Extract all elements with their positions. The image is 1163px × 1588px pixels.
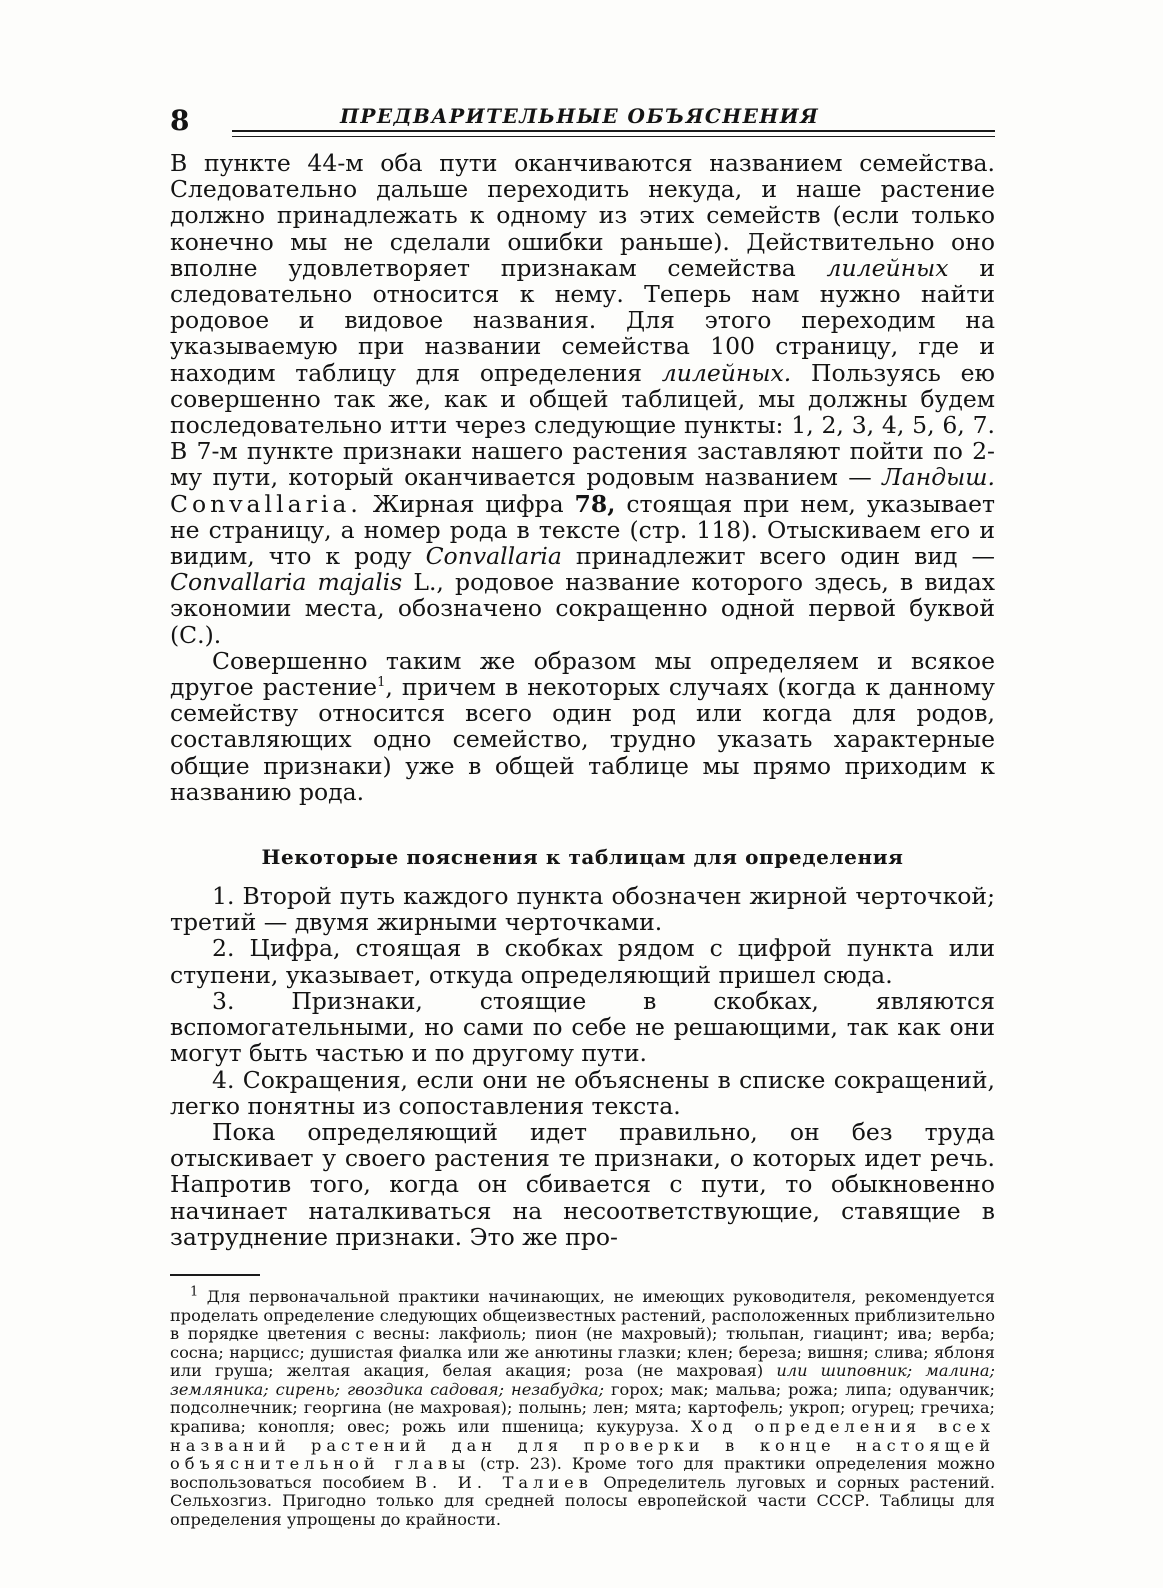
section-heading: Некоторые пояснения к таблицам для определения (261, 845, 904, 870)
header-rule (232, 130, 995, 137)
footnote-marker: 1 (190, 1284, 199, 1300)
page-header (170, 96, 995, 137)
paragraph-3: Пока определяющий идет правильно, он без труда отыскивает у своего растения те признаки, о которых идет речь. Напротив того, когда он сбивается с пути, то обыкновенно начинает наталкиваться на несоответствующие, ставящие в затруднение признаки. Это же про- (170, 1117, 995, 1251)
note-item: 4. Сокращения, если они не объяснены в списке сокращений, легко понятны из сопоставления текста. (170, 1065, 995, 1120)
footnote: $^1$ Для первоначальной практики начинающих, не имеющих руководителя, рекомендуется проделать определение следующих общеизвестных растений, расположенных приблизительно в порядке цветения с весны: лакфиоль; пион (не махровый); тюльпан, гиацинт; ива; верба; сосна; нарцисс; душистая фиалка или же анютины глазки; клен; береза; вишня; слива; яблоня или груша; желтая акация, белая акация; роза (не махровая) или шиповник; малина; земляника; сирень; гвоздика садовая; незабудка; горох; мак; мальва; рожа; липа; одуванчик; подсолнечник; георгина (не махровая); полынь; лен; мята; картофель; укроп; огурец; гречиха; крапива; конопля; овес; рожь или пшеница; кукуруза. Ход определения всех названий растений дан для проверки в конце настоящей объяснительной главы (стр. 23). Кроме того для практики определения можно воспользоваться пособием В. И. Талиев Определитель луговых и сорных растений. Сельхозгиз. Пригодно только для средней полосы европейской части СССР. Таблицы для определения упрощены до крайности. (170, 1284, 995, 1530)
page-number: 8 (170, 104, 190, 137)
body-text (170, 150, 995, 1250)
running-title: ПРЕДВАРИТЕЛЬНЫЕ ОБЪЯСНЕНИЯ (340, 104, 820, 128)
paragraph-1: В пункте 44-м оба пути оканчиваются названием семейства. Следовательно дальше переходить некуда, и наше растение должно принадлежать к одному из этих семейств (если только конечно мы не сделали ошибки раньше). Действительно оно вполне удовлетворяет признакам семейства лилейных и следовательно относится к нему. Теперь нам нужно найти родовое и видовое названия. Для этого переходим на указываемую при названии семейства 100 страницу, где и находим таблицу для определения лилейных. Пользуясь ею совершенно так же, как и общей таблицей, мы должны будем последовательно итти через следующие пункты: 1, 2, 3, 4, 5, 6, 7. В 7-м пункте признаки нашего растения заставляют пойти по 2-му пути, который оканчивается родовым названием — Ландыш. Convallaria. Жирная цифра 78, стоящая при нем, указывает не страницу, а номер рода в тексте (стр. 118). Отыскиваем его и видим, что к роду Convallaria принадлежит всего один вид — Convallaria majalis L., родовое название которого здесь, в видах экономии места, обозначено сокращенно одной первой буквой (С.). (170, 149, 996, 649)
note-item: 1. Второй путь каждого пункта обозначен жирной черточкой; третий — двумя жирными черточками. (170, 882, 995, 937)
footnote-rule (170, 1274, 260, 1276)
paragraph-2: Совершенно таким же образом мы определяем и всякое другое растение$^1$, причем в некоторых случаях (когда к данному семейству относится всего один род или когда для родов, составляющих одно семейство, трудно указать характерные общие признаки) уже в общей таблице мы прямо приходим к названию рода. (170, 646, 995, 806)
page (170, 96, 995, 1530)
footnote-reference: 1 (377, 675, 386, 691)
note-item: 3. Признаки, стоящие в скобках, являются вспомогательными, но сами по себе не решающими, так как они могут быть частью и по другому пути. (170, 986, 995, 1068)
note-item: 2. Цифра, стоящая в скобках рядом с цифрой пункта или ступени, указывает, откуда определяющий пришел сюда. (170, 934, 995, 989)
